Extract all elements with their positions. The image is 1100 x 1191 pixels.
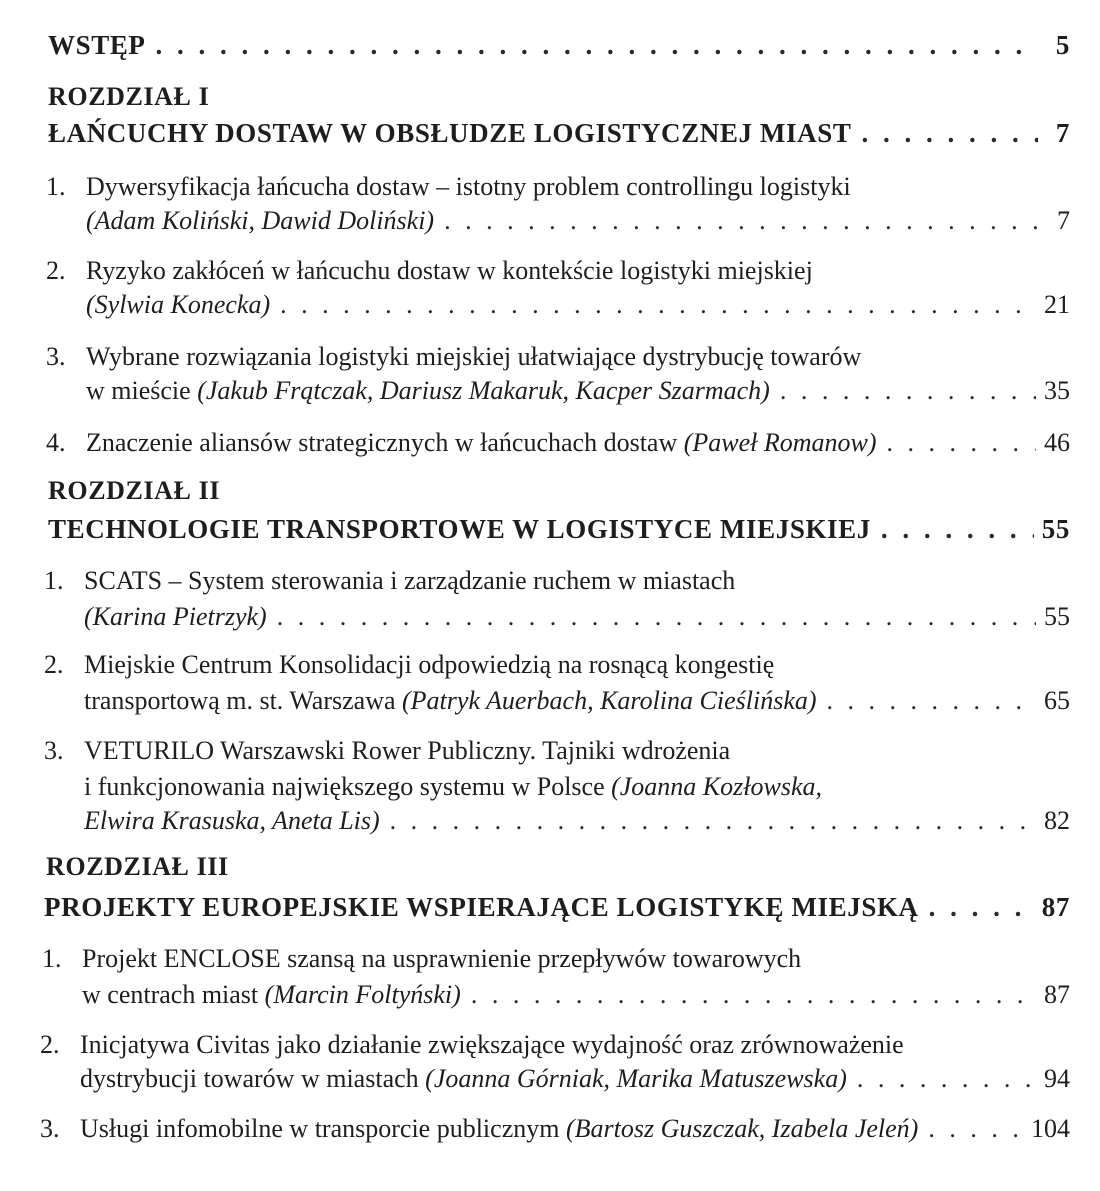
toc-item-title: 2. Ryzyko zakłóceń w łańcuchu dostaw w kontekście logistyki miejskiej (46, 256, 813, 285)
dot-leader (277, 602, 1036, 632)
toc-item-title: 1. Projekt ENCLOSE szansą na usprawnienie przepływów towarowych (42, 944, 802, 973)
dot-leader (280, 290, 1036, 320)
dot-leader (887, 428, 1036, 458)
toc-item-authors: w centrach miast (Marcin Foltyński) . . . 87 (82, 980, 1070, 1010)
page-number: 87 (1041, 892, 1070, 922)
intro-title: WSTĘP (48, 30, 146, 60)
chapter-label: ROZDZIAŁ II (48, 476, 221, 505)
toc-item-title: 1. Dywersyfikacja łańcucha dostaw – istotny problem controllingu logistyki (46, 172, 851, 201)
chapter-title: PROJEKTY EUROPEJSKIE WSPIERAJĄCE LOGISTYKĘ MIEJSKĄ . . . 87 (44, 892, 1070, 922)
page-number: 35 (1044, 376, 1070, 405)
page-number: 94 (1044, 1064, 1070, 1093)
chapter-title: ŁAŃCUCHY DOSTAW W OBSŁUDZE LOGISTYCZNEJ MIAST . . . 7 (48, 118, 1070, 148)
page-number: 87 (1044, 980, 1070, 1009)
dot-leader (390, 806, 1036, 836)
page-number: 55 (1044, 602, 1070, 631)
chapter-label: ROZDZIAŁ I (48, 82, 210, 111)
dot-leader (881, 514, 1034, 544)
page-number: 7 (1055, 118, 1070, 148)
dot-leader (156, 30, 1038, 60)
toc-item-title: 3. Wybrane rozwiązania logistyki miejskiej ułatwiające dystrybucję towarów (46, 342, 862, 371)
dot-leader (444, 206, 1038, 236)
dot-leader (929, 892, 1034, 922)
toc-item-authors: dystrybucji towarów w miastach (Joanna Górniak, Marika Matuszewska) . . . 94 (80, 1064, 1070, 1094)
page-number: 65 (1044, 686, 1070, 715)
page-number: 7 (1057, 206, 1070, 235)
page-number: 104 (1031, 1114, 1070, 1143)
dot-leader (928, 1114, 1023, 1144)
toc-entry-intro (48, 30, 1070, 60)
dot-leader (471, 980, 1036, 1010)
toc-item: 4. Znaczenie aliansów strategicznych w łańcuchach dostaw (Paweł Romanow) . . . 46 (46, 428, 1070, 458)
dot-leader (827, 686, 1036, 716)
page-number: 46 (1044, 428, 1070, 457)
toc-item-authors: (Karina Pietrzyk) . . . 55 (84, 602, 1070, 632)
toc-item-title-cont: i funkcjonowania największego systemu w Polsce (Joanna Kozłowska, (84, 772, 822, 801)
page-number: 21 (1044, 290, 1070, 319)
page-number: 82 (1044, 806, 1070, 835)
dot-leader (780, 376, 1036, 406)
toc-item-authors: transportową m. st. Warszawa (Patryk Auerbach, Karolina Cieślińska) . . . 65 (84, 686, 1070, 716)
toc-item-title: 2. Inicjatywa Civitas jako działanie zwiększające wydajność oraz zrównoważenie (40, 1030, 904, 1059)
dot-leader (861, 118, 1038, 148)
toc-item-authors: Elwira Krasuska, Aneta Lis) . . . 82 (84, 806, 1070, 836)
toc-item-authors: (Sylwia Konecka) . . . 21 (86, 290, 1070, 320)
page-number: 5 (1055, 30, 1070, 60)
dot-leader (857, 1064, 1036, 1094)
chapter-title: TECHNOLOGIE TRANSPORTOWE W LOGISTYCE MIEJSKIEJ . . . 55 (48, 514, 1070, 544)
toc-item-title: 2. Miejskie Centrum Konsolidacji odpowiedzią na rosnącą kongestię (44, 650, 775, 679)
toc-item-title: 1. SCATS – System sterowania i zarządzanie ruchem w miastach (44, 566, 736, 595)
toc-item: 3. Usługi infomobilne w transporcie publicznym (Bartosz Guszczak, Izabela Jeleń) . . . 104 (40, 1114, 1070, 1144)
toc-item-authors: w mieście (Jakub Frątczak, Dariusz Makaruk, Kacper Szarmach) . . . 35 (86, 376, 1070, 406)
toc-item-authors: (Adam Koliński, Dawid Doliński) . . . 7 (86, 206, 1070, 236)
page-number: 55 (1041, 514, 1070, 544)
chapter-label: ROZDZIAŁ III (46, 852, 229, 881)
toc-item-title: 3. VETURILO Warszawski Rower Publiczny. Tajniki wdrożenia (44, 736, 731, 765)
